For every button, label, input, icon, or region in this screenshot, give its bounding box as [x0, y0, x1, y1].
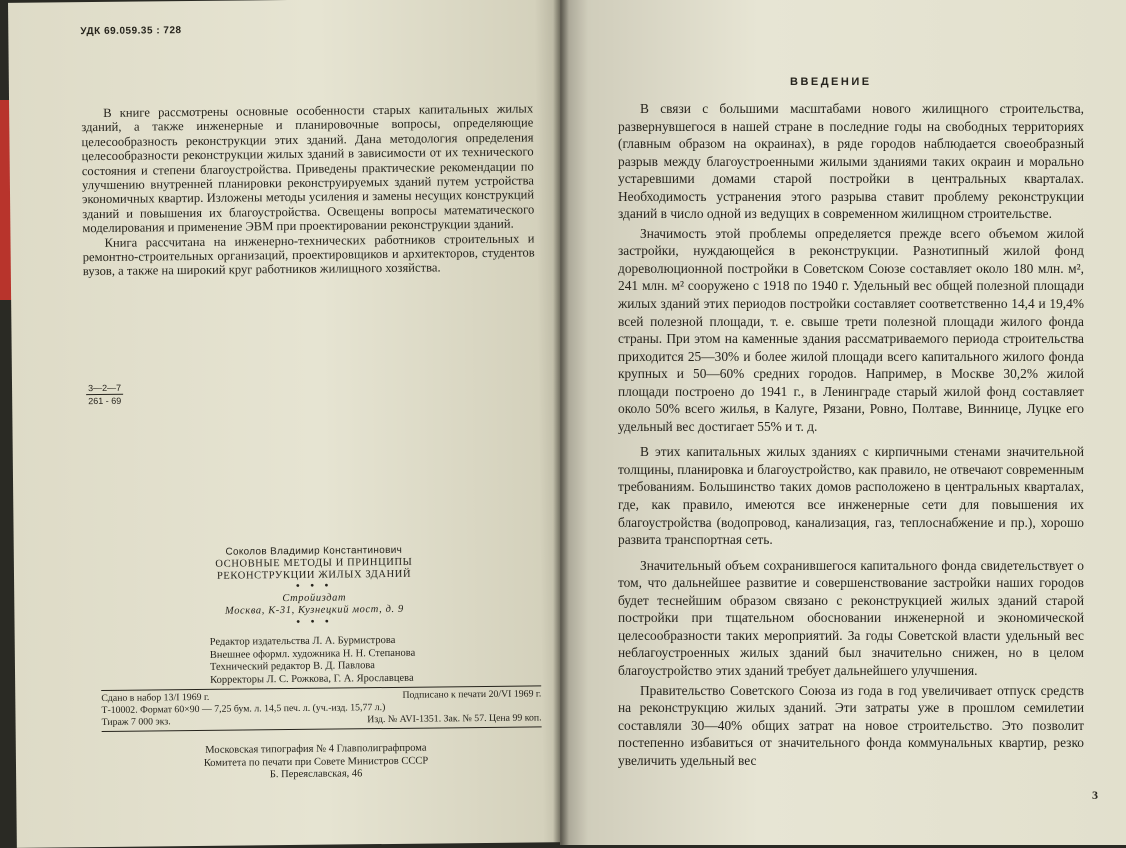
- print-details: [101, 685, 541, 732]
- publisher-address: Москва, К-31, Кузнецкий мост, д. 9: [189, 603, 439, 617]
- body-paragraph: В связи с большими масштабами нового жилищного строительства, развернувшегося в нашей стране в последние годы на свободных территориях (главным образом на окраинах), в ряде городов наблюдается своеобразный разрыв между благоустроенными жилыми зданиями таких окраин и морально устаревшими домами старой постройки в центральных кварталах. Необходимость устранения этого разрыва ставит проблему реконструкции зданий в число одной из ведущих в современном жилищном строительстве.: [618, 100, 1084, 223]
- author-name: Соколов Владимир Константинович: [189, 544, 439, 558]
- colophon: [189, 544, 440, 629]
- book-title-line: ОСНОВНЫЕ МЕТОДЫ И ПРИНЦИПЫ: [189, 556, 439, 570]
- book-gutter: [553, 0, 569, 845]
- printer-line: Б. Переяславская, 46: [166, 767, 466, 783]
- editor-line: Внешнее оформл. художника Н. Н. Степанова: [210, 647, 460, 662]
- editors-list: [210, 634, 461, 687]
- separator: • • •: [189, 580, 439, 594]
- introduction-text: [618, 100, 1084, 771]
- separator: • • •: [189, 615, 439, 629]
- page-number: 3: [1092, 788, 1098, 803]
- body-paragraph: В этих капитальных жилых зданиях с кирпичными стенами значительной толщины, планировка и благоустройство, как правило, не отвечают современным требованиям. Большинство таких домов расположено в центральных кварталах, где, как правило, имеются все инженерные сети для повышения их благоустройства (водопровод, канализация, газ, теплоснабжение и пр.), хорошо развита транспортная сеть.: [618, 443, 1084, 548]
- abstract: [81, 101, 535, 279]
- catalog-code: [86, 382, 123, 407]
- printer-line: Комитета по печати при Совете Министров СССР: [166, 755, 466, 771]
- editor-line: Технический редактор В. Д. Павлова: [210, 659, 460, 674]
- editor-line: Корректоры Л. С. Рожкова, Г. А. Ярославцева: [210, 672, 460, 687]
- left-page: [8, 0, 577, 848]
- body-paragraph: Правительство Советского Союза из года в год увеличивает отпуск средств на реконструкцию жилых зданий. Эти затраты уже в прошлом семилетии составляли 30—40% общих затрат на новое строительство. Это позволит постепенно избавиться от значительного фонда коммунальных квартир, резко увеличить удельный вес: [618, 682, 1084, 770]
- abstract-paragraph: В книге рассмотрены основные особенности старых капитальных жилых зданий, а также инженерные и планировочные вопросы, определяющие целесообразность реконструкции этих зданий. Дана методология определения целесообразности реконструкции жилых зданий в зависимости от их технического состояния и степени благоустройства. Приведены практические рекомендации по улучшению внутренней планировки реконструируемых зданий путем устройства экономичных квартир. Изложены методы усиления и замены несущих конструкций зданий и повышения их благоустройства. Освещены вопросы математического моделирования и применение ЭВМ при проектировании реконструкции зданий.: [81, 101, 534, 235]
- catalog-code-bottom: 261 - 69: [86, 395, 123, 407]
- printer-info: [166, 742, 466, 783]
- print-row-left: Тираж 7 000 экз.: [101, 716, 170, 729]
- print-row-left: Т-10002. Формат 60×90 — 7,25 бум. л. 14,5 печ. л. (уч.-изд. 15,77 л.): [101, 702, 385, 717]
- body-paragraph: Значительный объем сохранившегося капитального фонда свидетельствует о том, что дальнейшее развитие и совершенствование застройки наших городов будет теснейшим образом связано с реконструкцией жилых зданий старой постройки при тщательном обосновании инженерной и экономической целесообразности таких мероприятий. За годы Советской власти удельный вес неблагоустроенных жилых зданий был значительно снижен, но в целом благоустройство этих зданий требует дальнейшего улучшения.: [618, 557, 1084, 680]
- printer-line: Московская типография № 4 Главполиграфпрома: [166, 742, 466, 758]
- publisher: Стройиздат: [189, 592, 439, 606]
- body-paragraph: Значимость этой проблемы определяется прежде всего объемом жилой застройки, нуждающейся в реконструкции. Разнотипный жилой фонд дореволюционной постройки в Советском Союзе составляет около 180 млн. м², 241 млн. м² сооружено с 1918 по 1940 г. Удельный вес общей полезной площади жилых зданий этих периодов постройки составляет соответственно 14,4 и 19,4% всей полезной площади, т. е. свыше трети полезной площади жилого фонда страны. При этом на каменные здания рассматриваемого периода строительства приходится 25—30% и более жилой площади всего капитального жилого фонда крупных и 50—60% средних городов. Например, в Москве 30,2% жилой площади построено до 1941 г., в Ленинграде старый жилой фонд составляет около 50% всего жилья, в Калуге, Рязани, Ровно, Полтаве, Виннице, Луцке его удельный вес достигает 55% и т. д.: [618, 225, 1084, 436]
- print-row-right: Подписано к печати 20/VI 1969 г.: [402, 688, 541, 701]
- print-row-right: Изд. № AVI-1351. Зак. № 57. Цена 99 коп.: [367, 712, 541, 726]
- chapter-heading: ВВЕДЕНИЕ: [790, 76, 872, 88]
- udk-code: УДК 69.059.35 : 728: [80, 25, 181, 37]
- catalog-code-top: 3—2—7: [86, 382, 123, 395]
- book-title-line: РЕКОНСТРУКЦИИ ЖИЛЫХ ЗДАНИЙ: [189, 568, 439, 582]
- print-row-left: Сдано в набор 13/I 1969 г.: [101, 692, 209, 705]
- editor-line: Редактор издательства Л. А. Бурмистрова: [210, 634, 460, 649]
- abstract-paragraph: Книга рассчитана на инженерно-технических работников строительных и ремонтно-строительных организаций, проектировщиков и архитекторов, студентов вузов, а также на широкий круг работников жилищного хозяйства.: [82, 231, 534, 279]
